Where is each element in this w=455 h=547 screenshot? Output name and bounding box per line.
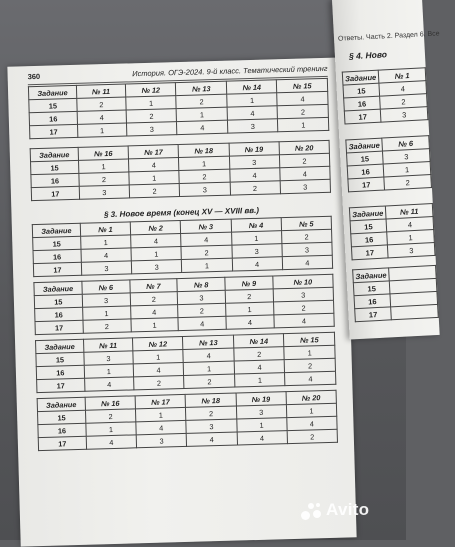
answer-cell: 4 bbox=[386, 217, 434, 232]
answer-cell: 2 bbox=[380, 94, 428, 109]
answer-cell: 4 bbox=[282, 255, 333, 269]
answer-cell: 2 bbox=[178, 303, 226, 317]
answer-cell: 2 bbox=[179, 169, 230, 183]
answer-cell: 3 bbox=[79, 185, 130, 199]
answer-cell: 1 bbox=[77, 123, 126, 137]
answer-cell: 1 bbox=[84, 364, 133, 378]
column-header: № 8 bbox=[177, 277, 225, 291]
row-label: 16 bbox=[35, 307, 83, 321]
answer-cell: 2 bbox=[184, 374, 235, 388]
answer-cell: 1 bbox=[286, 403, 337, 417]
row-label: 16 bbox=[38, 423, 86, 437]
answer-cell: 4 bbox=[178, 316, 226, 330]
answer-cell: 4 bbox=[277, 91, 328, 105]
row-label: 16 bbox=[354, 294, 391, 309]
answer-cell: 3 bbox=[387, 242, 435, 257]
answer-cell: 1 bbox=[387, 229, 435, 244]
answer-cell: 3 bbox=[236, 405, 287, 419]
column-header: № 2 bbox=[130, 221, 181, 235]
answer-cell: 1 bbox=[231, 231, 282, 245]
row-label: 15 bbox=[350, 219, 387, 234]
answer-cell: 4 bbox=[86, 435, 137, 449]
column-header: № 12 bbox=[125, 83, 176, 97]
answer-cell: 1 bbox=[177, 107, 228, 121]
row-label: 17 bbox=[344, 109, 381, 124]
column-header: № 1 bbox=[80, 222, 131, 236]
answer-cell: 2 bbox=[279, 153, 330, 167]
answer-cell: 4 bbox=[287, 416, 338, 430]
answer-cell: 3 bbox=[227, 119, 278, 133]
column-header: № 1 bbox=[378, 68, 426, 83]
watermark-text: Avito bbox=[326, 500, 370, 519]
answer-table bbox=[32, 216, 333, 277]
column-header: № 13 bbox=[183, 335, 234, 349]
column-header: № 16 bbox=[85, 396, 136, 410]
column-header: № 19 bbox=[236, 392, 287, 406]
right-running-title: Ответы. Часть 2. Раздел 6. Все bbox=[337, 30, 440, 43]
answer-cell: 3 bbox=[380, 107, 428, 122]
column-header: № 10 bbox=[273, 274, 334, 289]
book-page-left bbox=[7, 57, 356, 546]
right-answer-table bbox=[342, 67, 429, 124]
column-header: № 19 bbox=[229, 142, 280, 156]
answer-cell: 4 bbox=[274, 313, 335, 328]
answer-table bbox=[35, 332, 336, 393]
column-header: № 4 bbox=[231, 218, 282, 232]
row-label: 15 bbox=[38, 410, 86, 424]
answer-cell: 3 bbox=[131, 259, 182, 273]
answer-cell: 3 bbox=[126, 122, 177, 136]
answer-cell: 3 bbox=[177, 290, 225, 304]
column-header: № 11 bbox=[83, 338, 132, 352]
answer-cell: 4 bbox=[131, 234, 182, 248]
answer-cell: 4 bbox=[84, 377, 133, 391]
answer-cell: 1 bbox=[78, 159, 129, 173]
answer-cell: 1 bbox=[278, 117, 329, 131]
answer-cell bbox=[391, 304, 439, 319]
answer-cell: 4 bbox=[226, 315, 274, 329]
row-label: 15 bbox=[31, 160, 79, 174]
answer-cell: 4 bbox=[232, 257, 283, 271]
answer-cell: 4 bbox=[229, 168, 280, 182]
column-header: № 18 bbox=[185, 393, 236, 407]
answer-cell: 1 bbox=[227, 93, 278, 107]
answer-cell: 3 bbox=[179, 182, 230, 196]
answer-cell: 2 bbox=[234, 347, 285, 361]
answer-cell: 4 bbox=[177, 120, 228, 134]
answer-cell: 1 bbox=[182, 258, 233, 272]
column-header: Задание bbox=[34, 281, 82, 295]
row-label: 17 bbox=[35, 320, 83, 334]
answer-cell: 2 bbox=[181, 245, 232, 259]
answer-cell: 3 bbox=[229, 155, 280, 169]
answer-cell: 3 bbox=[231, 244, 282, 258]
row-label: 16 bbox=[33, 249, 81, 263]
avito-logo-icon bbox=[300, 502, 322, 522]
answer-cell: 2 bbox=[384, 175, 432, 190]
right-answer-table bbox=[345, 135, 432, 192]
answer-cell: 3 bbox=[280, 179, 331, 193]
column-header: № 6 bbox=[82, 280, 130, 294]
row-label: 16 bbox=[344, 96, 381, 111]
row-label: 15 bbox=[343, 83, 380, 98]
column-header: № 9 bbox=[225, 276, 273, 290]
answer-cell: 4 bbox=[237, 431, 288, 445]
answer-cell: 1 bbox=[133, 349, 184, 363]
answer-cell: 3 bbox=[383, 149, 431, 164]
column-header: № 11 bbox=[385, 204, 433, 219]
column-header: № 7 bbox=[129, 279, 177, 293]
answer-cell: 4 bbox=[285, 371, 336, 385]
row-label: 17 bbox=[38, 436, 86, 450]
column-header: № 13 bbox=[176, 81, 227, 95]
column-header: № 14 bbox=[226, 80, 277, 94]
column-header: Задание bbox=[37, 397, 85, 411]
column-header: № 6 bbox=[382, 136, 430, 151]
answer-cell: 1 bbox=[383, 162, 431, 177]
answer-cell: 4 bbox=[136, 420, 187, 434]
answer-cell: 2 bbox=[281, 229, 332, 243]
row-label: 17 bbox=[30, 124, 78, 138]
row-label: 15 bbox=[353, 281, 390, 296]
answer-cell: 2 bbox=[129, 184, 180, 198]
row-label: 16 bbox=[347, 164, 384, 179]
answer-cell: 1 bbox=[184, 361, 235, 375]
row-label: 17 bbox=[31, 186, 79, 200]
right-section-title: § 4. Ново bbox=[348, 49, 388, 62]
answer-cell: 2 bbox=[287, 429, 338, 443]
column-header: № 16 bbox=[78, 146, 129, 160]
book-page-right bbox=[332, 0, 440, 340]
row-label: 16 bbox=[36, 365, 84, 379]
answer-cell: 2 bbox=[83, 319, 131, 333]
answer-cell: 4 bbox=[379, 81, 427, 96]
answer-cell: 1 bbox=[130, 318, 178, 332]
answer-cell: 4 bbox=[183, 348, 234, 362]
answer-table bbox=[30, 140, 331, 201]
row-label: 17 bbox=[33, 262, 81, 276]
answer-table bbox=[33, 274, 334, 335]
row-label: 15 bbox=[33, 236, 81, 250]
column-header: № 20 bbox=[286, 390, 337, 404]
answer-cell: 2 bbox=[130, 292, 178, 306]
answer-cell: 3 bbox=[82, 293, 130, 307]
row-label: 17 bbox=[351, 245, 388, 260]
answer-cell: 4 bbox=[280, 166, 331, 180]
column-header: № 12 bbox=[132, 336, 183, 350]
answer-cell: 1 bbox=[86, 422, 137, 436]
column-header: № 17 bbox=[135, 394, 186, 408]
column-header: № 17 bbox=[128, 145, 179, 159]
answer-cell: 1 bbox=[136, 407, 187, 421]
answer-cell: 3 bbox=[84, 351, 133, 365]
row-label: 16 bbox=[29, 111, 77, 125]
answer-cell: 1 bbox=[131, 246, 182, 260]
answer-cell: 1 bbox=[236, 418, 287, 432]
row-label: 16 bbox=[31, 173, 79, 187]
column-header: № 20 bbox=[279, 140, 330, 154]
answer-cell: 2 bbox=[278, 104, 329, 118]
column-header: Задание bbox=[346, 138, 383, 153]
answer-cell: 2 bbox=[85, 409, 136, 423]
answer-cell: 3 bbox=[186, 419, 237, 433]
answer-cell: 2 bbox=[126, 109, 177, 123]
answer-cell: 1 bbox=[129, 171, 180, 185]
answer-cell: 1 bbox=[82, 306, 130, 320]
answer-cell: 2 bbox=[186, 406, 237, 420]
answer-cell: 2 bbox=[273, 300, 334, 315]
answer-cell: 2 bbox=[79, 172, 130, 186]
answer-cell: 1 bbox=[179, 156, 230, 170]
row-label: 17 bbox=[355, 307, 392, 322]
answer-table bbox=[37, 390, 338, 451]
column-header: Задание bbox=[342, 70, 379, 85]
answer-cell: 4 bbox=[234, 360, 285, 374]
answer-cell: 3 bbox=[273, 287, 334, 302]
column-header: № 14 bbox=[233, 334, 284, 348]
answer-cell: 1 bbox=[284, 345, 335, 359]
section-title: § 3. Новое время (конец XV — XVIII вв.) bbox=[103, 205, 260, 220]
answer-cell: 1 bbox=[234, 373, 285, 387]
row-label: 15 bbox=[36, 352, 84, 366]
page-number: 360 bbox=[27, 71, 41, 82]
column-header: № 5 bbox=[281, 216, 332, 230]
column-header: Задание bbox=[32, 223, 80, 237]
column-header: № 3 bbox=[181, 219, 232, 233]
row-label: 17 bbox=[348, 177, 385, 192]
answer-cell: 4 bbox=[133, 362, 184, 376]
right-answer-table bbox=[352, 265, 439, 322]
column-header: Задание bbox=[349, 206, 386, 221]
column-header: Задание bbox=[353, 268, 390, 283]
answer-cell: 3 bbox=[81, 261, 132, 275]
answer-cell: 2 bbox=[225, 289, 273, 303]
column-header: № 15 bbox=[284, 332, 335, 346]
answer-cell: 4 bbox=[130, 305, 178, 319]
right-answer-table bbox=[349, 203, 436, 260]
answer-cell: 2 bbox=[133, 375, 184, 389]
answer-cell: 3 bbox=[136, 433, 187, 447]
answer-cell: 4 bbox=[81, 248, 132, 262]
column-header: № 11 bbox=[76, 84, 125, 98]
column-header: № 15 bbox=[277, 78, 328, 92]
answer-cell: 2 bbox=[230, 181, 281, 195]
answer-cell: 1 bbox=[80, 235, 131, 249]
answer-cell: 2 bbox=[77, 97, 126, 111]
row-label: 15 bbox=[34, 294, 82, 308]
answer-cell: 2 bbox=[285, 358, 336, 372]
answer-cell: 4 bbox=[181, 232, 232, 246]
column-header: Задание bbox=[30, 147, 78, 161]
answer-cell: 2 bbox=[176, 94, 227, 108]
column-header: Задание bbox=[28, 85, 76, 99]
answer-cell: 4 bbox=[129, 158, 180, 172]
answer-table bbox=[28, 78, 329, 139]
row-label: 15 bbox=[347, 151, 384, 166]
answer-cell: 1 bbox=[126, 96, 177, 110]
running-title: История. ОГЭ-2024. 9-й класс. Тематический тренинг bbox=[132, 63, 328, 79]
row-label: 17 bbox=[37, 378, 85, 392]
answer-cell: 4 bbox=[227, 106, 278, 120]
column-header: Задание bbox=[36, 339, 84, 353]
row-label: 16 bbox=[351, 232, 388, 247]
answer-cell: 1 bbox=[226, 302, 274, 316]
watermark bbox=[300, 500, 400, 524]
row-label: 15 bbox=[29, 98, 77, 112]
answer-cell: 3 bbox=[282, 242, 333, 256]
answer-cell: 4 bbox=[77, 110, 126, 124]
column-header: № 18 bbox=[178, 143, 229, 157]
answer-cell: 4 bbox=[186, 432, 237, 446]
